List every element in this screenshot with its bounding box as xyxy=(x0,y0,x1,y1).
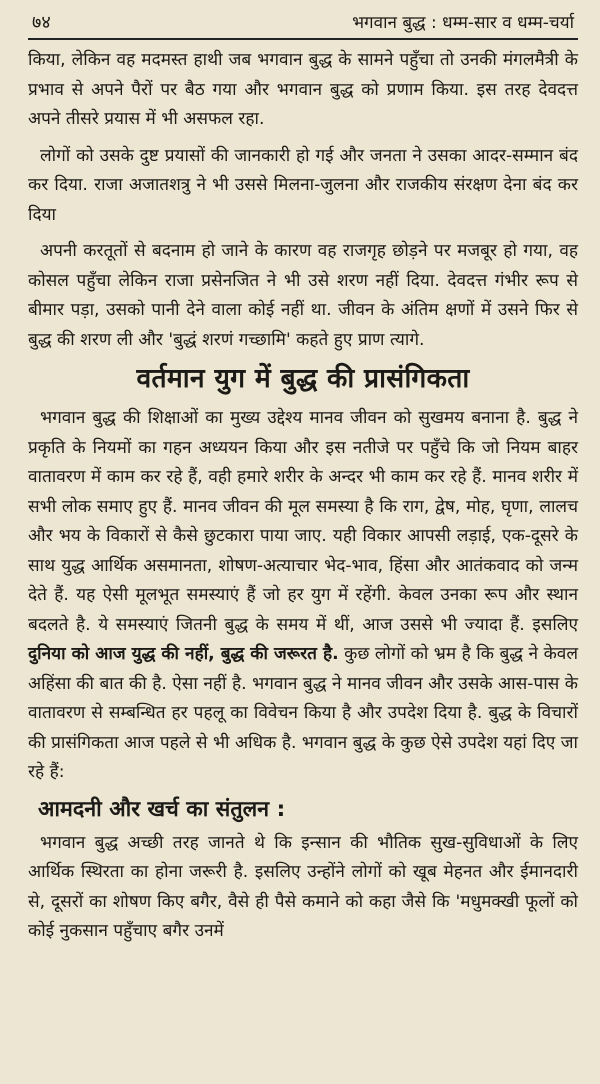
emphasis-text: दुनिया को आज युद्ध की नहीं, बुद्ध की जरूरत है. xyxy=(28,644,339,664)
page-header xyxy=(28,8,578,38)
running-title: भगवान बुद्ध : धम्म-सार व धम्म-चर्या xyxy=(352,13,574,33)
paragraph-1: किया, लेकिन वह मदमस्त हाथी जब भगवान बुद्ध के सामने पहुँचा तो उनकी मंगलमैत्री के प्रभाव से अपने पैरों पर बैठ गया और भगवान बुद्ध को प्रणाम किया. इस तरह देवदत्त अपने तीसरे प्रयास में भी असफल रहा. xyxy=(28,50,578,129)
section-heading: वर्तमान युग में बुद्ध की प्रासंगिकता xyxy=(136,363,470,394)
section-text-part-1: भगवान बुद्ध की शिक्षाओं का मुख्य उद्देश्य मानव जीवन को सुखमय बनाना है. बुद्ध ने प्रकृति के नियमों का गहन अध्ययन किया और इस नतीजे पर पहुँचे कि जो नियम बाहर वातावरण में काम कर रहे हैं, वही हमारे शरीर के अन्दर भी काम कर रहे हैं. मानव शरीर में सभी लोक समाए हुए हैं. मानव जीवन की मूल समस्या है कि राग, द्वेष, मोह, घृणा, लालच और भय के विकारों से कैसे छुटकारा पाया जाए. यही विकार आपसी लड़ाई, एक-दूसरे के साथ युद्ध आर्थिक असमानता, शोषण-अत्याचार भेद-भाव, हिंसा और आतंकवाद को जन्म देते हैं. यह ऐसी मूलभूत समस्याएं हैं जो हर युग में रहेंगी. केवल उनका रूप और स्थान बदलते है. ये समस्याएं जितनी बुद्ध के समय में थीं, आज उससे भी ज्यादा हैं. इसलिए xyxy=(28,408,578,635)
paragraph-3: अपनी करतूतों से बदनाम हो जाने के कारण वह राजगृह छोड़ने पर मजबूर हो गया, वह कोसल पहुँचा लेकिन राजा प्रसेनजित ने भी उसे शरण नहीं दिया. देवदत्त गंभीर रूप से बीमार पड़ा, उसको पानी देने वाला कोई नहीं था. जीवन के अंतिम क्षणों में उसने फिर से बुद्ध की शरण ली और 'बुद्धं शरणं गच्छामि' कहते हुए प्राण त्यागे. xyxy=(28,241,578,350)
sub-paragraph: भगवान बुद्ध अच्छी तरह जानते थे कि इन्सान की भौतिक सुख-सुविधाओं के लिए आर्थिक स्थिरता का होना जरूरी है. इसलिए उन्होंने लोगों को खूब मेहनत और ईमानदारी से, दूसरों का शोषण किए बगैर, वैसे ही पैसे कमाने को कहा जैसे कि 'मधुमक्खी फूलों को कोई नुकसान पहुँचाए बगैर उनमें xyxy=(28,832,578,941)
header-rule xyxy=(28,38,578,40)
section-paragraph xyxy=(28,404,578,788)
section-text-part-2: कुछ लोगों को भ्रम है कि बुद्ध ने केवल अहिंसा की बात की है. ऐसा नहीं है. भगवान बुद्ध ने मानव जीवन और उसके आस-पास के वातावरण से सम्बन्धित हर पहलू का विवेचन किया है और उपदेश दिया है. बुद्ध के विचारों की प्रासंगिकता आज पहले से भी अधिक है. भगवान बुद्ध के कुछ ऐसे उपदेश यहां दिए जा रहे हैं: xyxy=(28,644,578,782)
paragraph-2: लोगों को उसके दुष्ट प्रयासों की जानकारी हो गई और जनता ने उसका आदर-सम्मान बंद कर दिया. राजा अजातशत्रु ने भी उससे मिलना-जुलना और राजकीय संरक्षण देना बंद कर दिया xyxy=(28,145,578,225)
subheading: आमदनी और खर्च का संतुलन : xyxy=(38,796,286,822)
page-number: ७४ xyxy=(32,12,51,33)
